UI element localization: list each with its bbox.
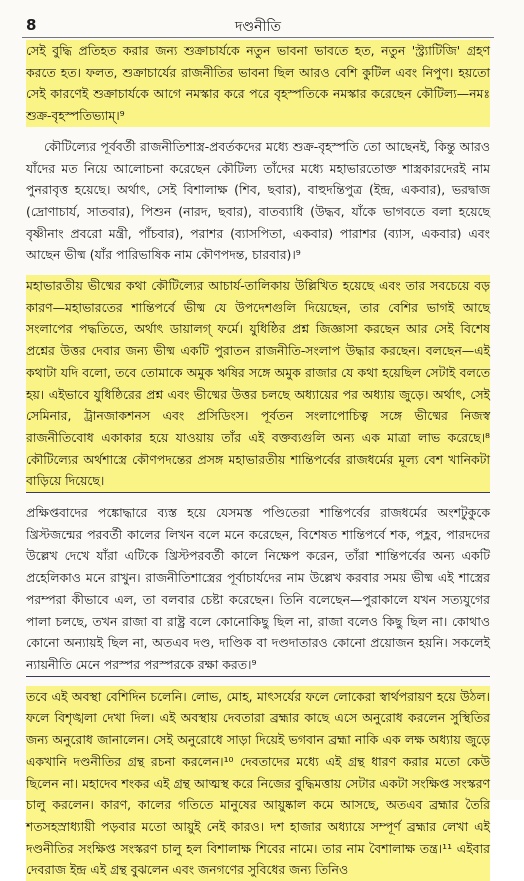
running-title: দণ্ডনীতি [234,19,282,35]
page-body [26,40,490,878]
paragraph-shukracharya: সেই বুদ্ধি প্রতিহত করার জন্য শুক্রাচার্যকে নতুন ভাবনা ভাবতে হত, নতুন 'স্ট্র্যাটিজি' গ্রহণ করতে হত। ফলত, শুক্রাচার্যের রাজনীতির ভাবনা ছিল আরও বেশি কুটিল এবং নিপুণ। হয়তো সেই কারণেই শুক্রাচার্যকে আগে নমস্কার করে পরে বৃহস্পতিকে নমস্কার করেছেন কৌটিল্য—নমঃ শুক্র-বৃহস্পতিভ্যাম্।⁹ [26,40,490,127]
paragraph-interpolation: প্রক্ষিপ্তবাদের পঙ্কোদ্ধারে ব্যস্ত হয়ে যেসমস্ত পণ্ডিতেরা শান্তিপর্বের রাজধর্মের অংশটুকুকে খ্রিস্টজন্মের পরবর্তী কালের লিখন বলে মনে করেছেন, বিশেষত শান্তিপর্বে শক, পহ্লব, পারদদের উল্লেখ দেখে যাঁরা এটিকে খ্রিস্টপরবর্তী কালে নিক্ষেপ করেন, তাঁরা শান্তিপর্বের অন্য একটি প্রহেলিকাও মনে রাখুন। রাজনীতিশাস্ত্রের পূর্বাচার্যদের নাম উল্লেখ করবার সময় ভীষ্ম এই শাস্ত্রের পরম্পরা কীভাবে এল, তা বলবার চেষ্টা করেছেন। তিনি বলেছেন—পুরাকালে যখন সত্যযুগের পালা চলছে, তখন রাজা বা রাষ্ট্র বলে কোনোকিছু ছিল না, রাজা বলেও কিছু ছিল না। কোথাও কোনো অন্যায়ই ছিল না, অতএব দণ্ড, দাণ্ডিক বা দণ্ডদাতারও কোনো প্রয়োজন হয়নি। সকলেই ন্যায়নীতি মেনে পরস্পর পরস্পরকে রক্ষা করত।⁹ [26,502,490,677]
page-header [22,14,494,38]
paragraph-brahma-dandaniti: তবে এই অবস্থা বেশিদিন চলেনি। লোভ, মোহ, মাৎসর্যের ফলে লোকেরা স্বার্থপরায়ণ হয়ে উঠল। ফলে বিশৃঙ্খলা দেখা দিল। এই অবস্থায় দেবতারা ব্রহ্মার কাছে এসে অনুরোধ করলেন সুস্থিতির জন্য অনুরোধ জানালেন। সেই অনুরোধে সাড়া দিয়েই ভগবান ব্রহ্মা নাকি এক লক্ষ অধ্যায় জুড়ে একখানি দণ্ডনীতির গ্রন্থ রচনা করলেন।¹⁰ দেবতাদের মধ্যে এই গ্রন্থ ধারণ করার মতো কেউ ছিলেন না। মহাদেব শংকর এই গ্রন্থ আত্মস্থ করে নিজের বুদ্ধিমত্তায় সেটার একটা সংক্ষিপ্ত সংস্করণ চালু করলেন। কারণ, কালের গতিতে মানুষের আয়ুষ্কাল কমে আসছে, অতএব ব্রহ্মার তৈরি শতসহস্রাধ্যায়ী পড়বার মতো আয়ুই নেই কারও। দশ হাজার অধ্যায়ে সম্পূর্ণ ব্রহ্মার লেখা এই দণ্ডনীতির সংক্ষিপ্ত সংস্করণ চালু হল বিশালাক্ষ শিবের নামে। তার নাম বৈশালাক্ষ তন্ত্র।¹¹ এইবার দেবরাজ ইন্দ্র এই গ্রন্থ বুঝলেন এবং জনগণের সুবিধের জন্য তিনিও [26,686,490,881]
paragraph-predecessors: কৌটিল্যের পূর্ববর্তী রাজনীতিশাস্ত্র-প্রবর্তকদের মধ্যে শুক্র-বৃহস্পতি তো আছেনই, কিন্তু আরও যাঁদের মত নিয়ে আলোচনা করেছেন কৌটিল্য তাঁদের মধ্যে মহাভারতোক্ত শাস্ত্রকারদেরই নাম পুনরাবৃত্ত হয়েছে। অর্থাৎ, সেই বিশালাক্ষ (শিব, ছবার), বাহুদন্তিপুত্র (ইন্দ্র, একবার), ভরদ্বাজ (দ্রোণাচার্য, সাতবার), পিশুন (নারদ, ছবার), বাতব্যাধি (উদ্ধব, যাঁকে ভাগবতে বলা হয়েছে বৃষ্ণীনাং প্রবরো মন্ত্রী, পাঁচবার), পরাশর (ব্যাসপিতা, একবার) পারাশর (ব্যাস, একবার) এবং আছেন ভীষ্ম (যাঁর পারিভাষিক নাম কৌণপদন্ত, চারবার)।⁹ [26,138,490,263]
page-number: 8 [26,16,37,34]
paragraph-bhishma-dialogue: মহাভারতীয় ভীষ্মের কথা কৌটিল্যের আচার্য-তালিকায় উল্লিখিত হয়েছে এবং তার সবচেয়ে বড় কারণ—মহাভারতের শান্তিপর্বে ভীষ্ম যে উপদেশগুলি দিয়েছেন, তার বেশির ভাগই আছে সংলাপের পদ্ধতিতে, অর্থাৎ ডায়ালগ্ ফর্মে। যুধিষ্ঠির প্রশ্ন জিজ্ঞাসা করছেন আর সেই বিশেষ প্রশ্নের উত্তর দেবার জন্য ভীষ্ম একটি পুরাতন রাজনীতি-সংলাপ উদ্ধার করছেন। বলছেন—এই কথাটা যদি বলো, তবে তোমাকে অমুক ঋষির সঙ্গে অমুক রাজার যে কথা হয়েছিল সেটাই বলতে হয়। এইভাবে যুধিষ্ঠিরের প্রশ্ন এবং ভীষ্মের উত্তর চলছে অধ্যায়ের পর অধ্যায় জুড়ে। অর্থাৎ, সেই সেমিনার, ট্রানজাকশনস এবং প্রসিডিংস। পূর্বতন সংলাপোচিত্ব সঙ্গে ভীষ্মের নিজস্ব রাজনীতিবোধ একাকার হয়ে যাওয়ায় তাঁর এই বক্তব্যগুলি অন্য এক মাত্রা লাভ করেছে।⁸ কৌটিল্যের অর্থশাস্ত্রে কৌণপদন্তের প্রসঙ্গ মহাভারতীয় শান্তিপর্বের রাজধর্মের মূল্য বেশ খানিকটা বাড়িয়ে দিয়েছে। [26,275,490,493]
